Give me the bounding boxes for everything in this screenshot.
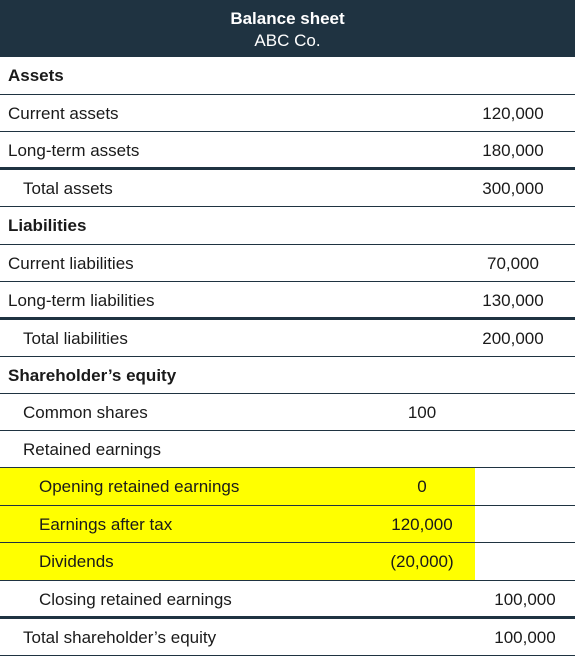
longterm-assets-value: 180,000 — [482, 141, 544, 160]
longterm-assets-label: Long-term assets — [8, 141, 140, 160]
retained-earnings-label: Retained earnings — [23, 440, 161, 459]
longterm-liabilities-label: Long-term liabilities — [8, 291, 155, 310]
current-liabilities-value: 70,000 — [487, 254, 539, 273]
liabilities-heading: Liabilities — [8, 216, 87, 235]
earnings-after-tax-row — [0, 506, 575, 543]
equity-heading: Shareholder’s equity — [8, 366, 177, 385]
current-liabilities-row — [0, 245, 575, 282]
current-assets-row — [0, 95, 575, 132]
company-name: ABC Co. — [254, 31, 321, 50]
assets-heading: Assets — [8, 66, 64, 85]
earnings-after-tax-label: Earnings after tax — [39, 515, 173, 534]
total-equity-label: Total shareholder’s equity — [23, 628, 217, 647]
sheet-header — [0, 0, 575, 57]
total-assets-label: Total assets — [23, 179, 113, 198]
dividends-label: Dividends — [39, 552, 114, 571]
total-equity-row — [0, 619, 575, 656]
common-shares-label: Common shares — [23, 403, 148, 422]
longterm-liabilities-value: 130,000 — [482, 291, 544, 310]
retained-earnings-row — [0, 431, 575, 468]
current-assets-label: Current assets — [8, 104, 119, 123]
opening-retained-value: 0 — [417, 477, 427, 496]
assets-heading-row — [0, 57, 575, 94]
closing-retained-label: Closing retained earnings — [39, 590, 232, 609]
opening-retained-label: Opening retained earnings — [39, 477, 240, 496]
current-liabilities-label: Current liabilities — [8, 254, 134, 273]
longterm-liabilities-row — [0, 282, 575, 319]
total-liabilities-label: Total liabilities — [23, 329, 128, 348]
common-shares-value: 100 — [407, 403, 437, 422]
total-assets-row — [0, 170, 575, 207]
closing-retained-value: 100,000 — [494, 590, 556, 609]
sheet-title: Balance sheet — [230, 9, 345, 28]
dividends-value: (20,000) — [390, 552, 454, 571]
common-shares-row — [0, 394, 575, 431]
equity-heading-row — [0, 357, 575, 394]
dividends-row — [0, 543, 575, 580]
current-assets-value: 120,000 — [482, 104, 544, 123]
total-assets-value: 300,000 — [482, 179, 544, 198]
opening-retained-row — [0, 468, 575, 505]
total-liabilities-row — [0, 320, 575, 357]
longterm-assets-row — [0, 132, 575, 169]
earnings-after-tax-value: 120,000 — [391, 515, 453, 534]
total-equity-value: 100,000 — [494, 628, 556, 647]
total-liabilities-value: 200,000 — [482, 329, 544, 348]
divider — [0, 655, 575, 656]
closing-retained-row — [0, 581, 575, 618]
liabilities-heading-row — [0, 207, 575, 244]
